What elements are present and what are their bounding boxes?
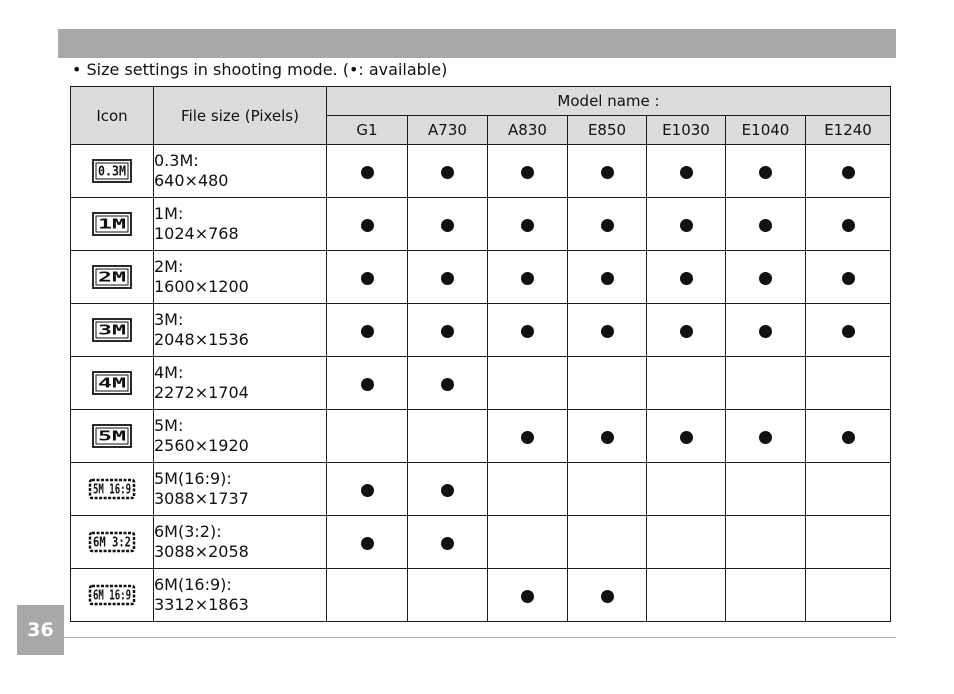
availability-cell bbox=[327, 304, 408, 357]
available-dot-icon bbox=[759, 166, 772, 179]
svg-text:6M 16:9: 6M 16:9 bbox=[93, 588, 131, 604]
availability-cell bbox=[488, 410, 568, 463]
size-label: 2M: bbox=[154, 257, 184, 276]
table-row bbox=[71, 463, 891, 516]
available-dot-icon bbox=[441, 484, 454, 497]
icon-cell bbox=[71, 569, 154, 622]
availability-cell bbox=[568, 463, 647, 516]
availability-cell bbox=[408, 410, 488, 463]
availability-cell bbox=[726, 410, 806, 463]
svg-text:3M: 3M bbox=[98, 323, 127, 339]
availability-cell bbox=[327, 410, 408, 463]
availability-cell bbox=[327, 198, 408, 251]
icon-cell bbox=[71, 463, 154, 516]
size-label: 5M(16:9): bbox=[154, 469, 232, 488]
availability-cell bbox=[568, 145, 647, 198]
table-row bbox=[71, 251, 891, 304]
size-label: 6M(3:2): bbox=[154, 522, 222, 541]
availability-cell bbox=[408, 569, 488, 622]
availability-cell bbox=[568, 251, 647, 304]
availability-cell bbox=[568, 410, 647, 463]
table-row bbox=[71, 304, 891, 357]
size-label: 6M(16:9): bbox=[154, 575, 232, 594]
availability-cell bbox=[408, 357, 488, 410]
icon-cell bbox=[71, 304, 154, 357]
model-name-header: Model name : bbox=[327, 87, 891, 116]
available-dot-icon bbox=[441, 219, 454, 232]
pixel-dimensions: 3088×1737 bbox=[154, 489, 249, 508]
file-size-cell bbox=[154, 357, 327, 410]
page-number: 36 bbox=[17, 605, 64, 655]
availability-cell bbox=[568, 569, 647, 622]
icon-column-header: Icon bbox=[71, 87, 154, 145]
availability-cell bbox=[726, 145, 806, 198]
file-size-cell bbox=[154, 145, 327, 198]
available-dot-icon bbox=[842, 219, 855, 232]
table-row bbox=[71, 198, 891, 251]
availability-cell bbox=[488, 357, 568, 410]
file-size-column-header: File size (Pixels) bbox=[154, 87, 327, 145]
size-4m-icon bbox=[87, 367, 137, 399]
availability-cell bbox=[488, 198, 568, 251]
availability-cell bbox=[726, 569, 806, 622]
size-label: 1M: bbox=[154, 204, 184, 223]
model-header: E850 bbox=[568, 116, 647, 145]
available-dot-icon bbox=[759, 272, 772, 285]
file-size-cell bbox=[154, 251, 327, 304]
size-label: 3M: bbox=[154, 310, 184, 329]
file-size-cell bbox=[154, 516, 327, 569]
availability-cell bbox=[726, 516, 806, 569]
available-dot-icon bbox=[441, 272, 454, 285]
icon-cell bbox=[71, 251, 154, 304]
availability-cell bbox=[806, 145, 891, 198]
available-dot-icon bbox=[601, 431, 614, 444]
availability-cell bbox=[647, 410, 726, 463]
availability-cell bbox=[806, 357, 891, 410]
availability-cell bbox=[647, 516, 726, 569]
size-label: 0.3M: bbox=[154, 151, 199, 170]
available-dot-icon bbox=[842, 166, 855, 179]
available-dot-icon bbox=[680, 325, 693, 338]
icon-cell bbox=[71, 516, 154, 569]
availability-cell bbox=[806, 198, 891, 251]
available-dot-icon bbox=[601, 325, 614, 338]
availability-cell bbox=[806, 516, 891, 569]
availability-cell bbox=[726, 357, 806, 410]
table-row bbox=[71, 569, 891, 622]
available-dot-icon bbox=[601, 219, 614, 232]
table-caption: • Size settings in shooting mode. (•: available) bbox=[72, 60, 448, 79]
table-row bbox=[71, 516, 891, 569]
svg-text:6M 3:2: 6M 3:2 bbox=[93, 535, 131, 551]
pixel-dimensions: 2272×1704 bbox=[154, 383, 249, 402]
availability-cell bbox=[647, 251, 726, 304]
available-dot-icon bbox=[521, 166, 534, 179]
availability-cell bbox=[726, 463, 806, 516]
availability-cell bbox=[408, 516, 488, 569]
available-dot-icon bbox=[361, 272, 374, 285]
model-header: E1040 bbox=[726, 116, 806, 145]
availability-cell bbox=[408, 463, 488, 516]
availability-cell bbox=[806, 569, 891, 622]
availability-cell bbox=[408, 198, 488, 251]
availability-cell bbox=[408, 251, 488, 304]
available-dot-icon bbox=[521, 325, 534, 338]
available-dot-icon bbox=[361, 166, 374, 179]
available-dot-icon bbox=[441, 325, 454, 338]
svg-text:5M 16:9: 5M 16:9 bbox=[93, 482, 131, 498]
availability-cell bbox=[647, 463, 726, 516]
size-0.3m-icon bbox=[87, 155, 137, 187]
available-dot-icon bbox=[842, 325, 855, 338]
availability-cell bbox=[327, 145, 408, 198]
header-bar bbox=[58, 29, 896, 58]
header-row-top bbox=[71, 87, 891, 116]
pixel-dimensions: 2560×1920 bbox=[154, 436, 249, 455]
size-3m-icon bbox=[87, 314, 137, 346]
available-dot-icon bbox=[361, 378, 374, 391]
available-dot-icon bbox=[521, 590, 534, 603]
availability-cell bbox=[647, 357, 726, 410]
pixel-dimensions: 1024×768 bbox=[154, 224, 239, 243]
availability-cell bbox=[488, 569, 568, 622]
table-row bbox=[71, 410, 891, 463]
availability-cell bbox=[488, 251, 568, 304]
size-6m-3-2-icon bbox=[87, 526, 137, 558]
size-settings-table bbox=[70, 86, 891, 622]
available-dot-icon bbox=[441, 166, 454, 179]
available-dot-icon bbox=[759, 219, 772, 232]
availability-cell bbox=[806, 410, 891, 463]
availability-cell bbox=[806, 304, 891, 357]
availability-cell bbox=[408, 304, 488, 357]
availability-cell bbox=[488, 463, 568, 516]
available-dot-icon bbox=[601, 590, 614, 603]
model-header: E1240 bbox=[806, 116, 891, 145]
size-5m-icon bbox=[87, 420, 137, 452]
svg-text:4M: 4M bbox=[98, 376, 127, 392]
availability-cell bbox=[488, 516, 568, 569]
size-1m-icon bbox=[87, 208, 137, 240]
availability-cell bbox=[647, 569, 726, 622]
file-size-cell bbox=[154, 304, 327, 357]
availability-cell bbox=[647, 304, 726, 357]
file-size-cell bbox=[154, 198, 327, 251]
availability-cell bbox=[726, 304, 806, 357]
file-size-cell bbox=[154, 410, 327, 463]
availability-cell bbox=[647, 198, 726, 251]
available-dot-icon bbox=[361, 537, 374, 550]
pixel-dimensions: 640×480 bbox=[154, 171, 229, 190]
svg-text:1M: 1M bbox=[98, 217, 127, 233]
available-dot-icon bbox=[601, 272, 614, 285]
availability-cell bbox=[408, 145, 488, 198]
pixel-dimensions: 2048×1536 bbox=[154, 330, 249, 349]
model-header: A830 bbox=[488, 116, 568, 145]
available-dot-icon bbox=[680, 431, 693, 444]
svg-text:2M: 2M bbox=[98, 270, 127, 286]
availability-cell bbox=[726, 251, 806, 304]
availability-cell bbox=[568, 198, 647, 251]
model-header: E1030 bbox=[647, 116, 726, 145]
availability-cell bbox=[488, 145, 568, 198]
availability-cell bbox=[327, 357, 408, 410]
availability-cell bbox=[806, 251, 891, 304]
icon-cell bbox=[71, 410, 154, 463]
icon-cell bbox=[71, 145, 154, 198]
available-dot-icon bbox=[680, 272, 693, 285]
availability-cell bbox=[327, 463, 408, 516]
available-dot-icon bbox=[680, 166, 693, 179]
model-header: G1 bbox=[327, 116, 408, 145]
availability-cell bbox=[568, 516, 647, 569]
available-dot-icon bbox=[361, 484, 374, 497]
table-row bbox=[71, 357, 891, 410]
availability-cell bbox=[327, 516, 408, 569]
size-label: 5M: bbox=[154, 416, 184, 435]
available-dot-icon bbox=[842, 272, 855, 285]
available-dot-icon bbox=[521, 431, 534, 444]
available-dot-icon bbox=[361, 325, 374, 338]
size-2m-icon bbox=[87, 261, 137, 293]
size-6m-16-9-icon bbox=[87, 579, 137, 611]
availability-cell bbox=[647, 145, 726, 198]
svg-text:5M: 5M bbox=[98, 429, 127, 445]
available-dot-icon bbox=[601, 166, 614, 179]
available-dot-icon bbox=[441, 378, 454, 391]
available-dot-icon bbox=[680, 219, 693, 232]
pixel-dimensions: 3088×2058 bbox=[154, 542, 249, 561]
availability-cell bbox=[726, 198, 806, 251]
availability-cell bbox=[488, 304, 568, 357]
available-dot-icon bbox=[759, 431, 772, 444]
availability-cell bbox=[568, 357, 647, 410]
pixel-dimensions: 1600×1200 bbox=[154, 277, 249, 296]
available-dot-icon bbox=[521, 219, 534, 232]
model-header: A730 bbox=[408, 116, 488, 145]
svg-text:0.3M: 0.3M bbox=[98, 164, 127, 180]
available-dot-icon bbox=[361, 219, 374, 232]
icon-cell bbox=[71, 357, 154, 410]
availability-cell bbox=[568, 304, 647, 357]
available-dot-icon bbox=[759, 325, 772, 338]
size-label: 4M: bbox=[154, 363, 184, 382]
availability-cell bbox=[806, 463, 891, 516]
file-size-cell bbox=[154, 463, 327, 516]
available-dot-icon bbox=[521, 272, 534, 285]
file-size-cell bbox=[154, 569, 327, 622]
size-5m-16-9-icon bbox=[87, 473, 137, 505]
available-dot-icon bbox=[441, 537, 454, 550]
icon-cell bbox=[71, 198, 154, 251]
table-row bbox=[71, 145, 891, 198]
availability-cell bbox=[327, 569, 408, 622]
available-dot-icon bbox=[842, 431, 855, 444]
pixel-dimensions: 3312×1863 bbox=[154, 595, 249, 614]
bottom-rule bbox=[64, 637, 896, 638]
availability-cell bbox=[327, 251, 408, 304]
